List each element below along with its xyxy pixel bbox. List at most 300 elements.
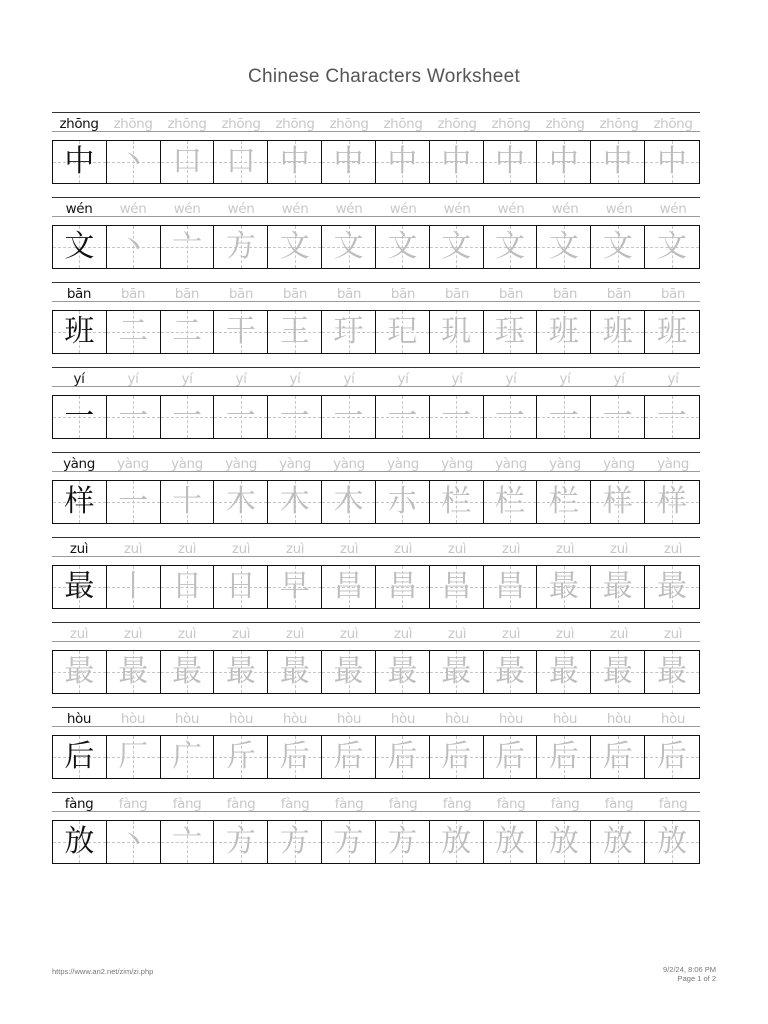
trace-character-cell (214, 481, 268, 523)
trace-character: 一 (118, 484, 149, 519)
pinyin-trace: wén (605, 201, 633, 217)
trace-character-cell (645, 736, 699, 778)
trace-character-cell (268, 736, 322, 778)
trace-character: 丶 (118, 229, 149, 264)
pinyin-trace: yàng (387, 456, 419, 472)
pinyin-model: hòu (66, 711, 92, 727)
pinyin-trace: wén (173, 201, 201, 217)
trace-character: 中 (441, 144, 472, 179)
character-grid (52, 310, 700, 354)
trace-character-cell (107, 481, 161, 523)
trace-character-cell (376, 651, 430, 693)
pinyin-trace: bān (228, 286, 254, 302)
trace-character-cell (430, 396, 484, 438)
trace-character-cell (161, 311, 215, 353)
pinyin-model: fàng (64, 796, 94, 812)
footer-timestamp: 9/2/24, 8:06 PM (663, 965, 716, 974)
practice-row (52, 452, 700, 537)
pinyin-line (52, 282, 700, 308)
trace-character-cell (537, 481, 591, 523)
model-character-cell (53, 481, 107, 523)
trace-character-cell (484, 821, 538, 863)
trace-character-cell (591, 226, 645, 268)
trace-character-cell (107, 736, 161, 778)
trace-character: 中 (333, 144, 364, 179)
pinyin-trace: zuì (501, 626, 521, 642)
pinyin-trace: zuì (555, 626, 575, 642)
trace-character-cell (322, 396, 376, 438)
trace-character-cell (645, 311, 699, 353)
character-grid (52, 735, 700, 779)
pinyin-trace: fàng (496, 796, 526, 812)
trace-character: 最 (172, 654, 203, 689)
pinyin-trace: fàng (550, 796, 580, 812)
model-character-cell (53, 736, 107, 778)
trace-character-cell (161, 736, 215, 778)
trace-character: 日 (172, 569, 203, 604)
trace-character: 一 (548, 399, 579, 434)
trace-character-cell (591, 736, 645, 778)
model-character: 放 (64, 824, 95, 859)
pinyin-trace: wén (497, 201, 525, 217)
trace-character: 最 (602, 569, 633, 604)
pinyin-trace: bān (282, 286, 308, 302)
trace-character: 方 (387, 824, 418, 859)
practice-row (52, 707, 700, 792)
trace-character: 放 (441, 824, 472, 859)
trace-character-cell (322, 821, 376, 863)
trace-character-cell (268, 226, 322, 268)
trace-character: 玑 (441, 314, 472, 349)
pinyin-line (52, 622, 700, 648)
pinyin-trace: bān (336, 286, 362, 302)
page-title: Chinese Characters Worksheet (247, 66, 521, 87)
pinyin-trace: zhōng (167, 116, 207, 132)
pinyin-trace: zuì (231, 626, 251, 642)
model-character-cell (53, 821, 107, 863)
worksheet (52, 112, 700, 877)
pinyin-trace: zhōng (383, 116, 423, 132)
trace-character: 丶 (118, 824, 149, 859)
pinyin-trace: fàng (280, 796, 310, 812)
trace-character: 珏 (495, 314, 526, 349)
pinyin-model: yí (73, 371, 85, 387)
pinyin-trace: hòu (552, 711, 578, 727)
pinyin-trace: yí (451, 371, 463, 387)
pinyin-trace: yàng (603, 456, 635, 472)
trace-character: 方 (279, 824, 310, 859)
trace-character: 斤 (225, 739, 256, 774)
trace-character-cell (322, 141, 376, 183)
pinyin-trace: zuì (555, 541, 575, 557)
trace-character-cell (537, 736, 591, 778)
pinyin-trace: bān (552, 286, 578, 302)
character-grid (52, 480, 700, 524)
trace-character: 木 (225, 484, 256, 519)
practice-row (52, 112, 700, 197)
trace-character-cell (214, 821, 268, 863)
trace-character-cell (645, 141, 699, 183)
trace-character: 一 (441, 399, 472, 434)
pinyin-trace: yàng (333, 456, 365, 472)
trace-character-cell (322, 651, 376, 693)
trace-character-cell (214, 311, 268, 353)
pinyin-trace: zuì (663, 541, 683, 557)
pinyin-trace: zhōng (545, 116, 585, 132)
trace-character: 最 (495, 654, 526, 689)
pinyin-trace: zuì (501, 541, 521, 557)
trace-character: 玘 (387, 314, 418, 349)
trace-character: 丶 (118, 144, 149, 179)
trace-character: 后 (602, 739, 633, 774)
trace-character-cell (537, 141, 591, 183)
trace-character-cell (161, 396, 215, 438)
pinyin-model: zuì (69, 541, 89, 557)
pinyin-trace: wén (281, 201, 309, 217)
pinyin-trace: zhōng (599, 116, 639, 132)
trace-character-cell (214, 566, 268, 608)
trace-character: 栏 (548, 484, 579, 519)
pinyin-line (52, 452, 700, 478)
practice-row (52, 537, 700, 622)
trace-character-cell (107, 651, 161, 693)
trace-character: 文 (495, 229, 526, 264)
trace-character-cell (537, 651, 591, 693)
trace-character: 最 (548, 654, 579, 689)
trace-character-cell (645, 226, 699, 268)
pinyin-trace: bān (660, 286, 686, 302)
trace-character: 口 (172, 144, 203, 179)
pinyin-trace: zuì (663, 626, 683, 642)
pinyin-trace: hòu (228, 711, 254, 727)
trace-character-cell (268, 566, 322, 608)
pinyin-trace: hòu (498, 711, 524, 727)
trace-character: 二 (172, 314, 203, 349)
trace-character-cell (322, 736, 376, 778)
pinyin-trace: zhōng (221, 116, 261, 132)
pinyin-trace: zuì (339, 541, 359, 557)
trace-character: 中 (548, 144, 579, 179)
trace-character: 文 (602, 229, 633, 264)
trace-character: 最 (64, 654, 95, 689)
trace-character: 一 (118, 399, 149, 434)
pinyin-trace: yàng (495, 456, 527, 472)
trace-character-cell (591, 651, 645, 693)
trace-character-cell (484, 141, 538, 183)
pinyin-trace: bān (606, 286, 632, 302)
pinyin-trace: zhōng (437, 116, 477, 132)
pinyin-trace: zuì (285, 626, 305, 642)
trace-character-cell (376, 226, 430, 268)
trace-character: 玗 (333, 314, 364, 349)
trace-character: 样 (657, 484, 688, 519)
trace-character: 后 (333, 739, 364, 774)
trace-character-cell (322, 481, 376, 523)
trace-character-cell (268, 481, 322, 523)
trace-character-cell (268, 311, 322, 353)
pinyin-trace: fàng (388, 796, 418, 812)
pinyin-trace: bān (120, 286, 146, 302)
trace-character-cell (430, 651, 484, 693)
footer-page-number: Page 1 of 2 (677, 974, 716, 983)
trace-character-cell (537, 396, 591, 438)
trace-character-cell (268, 396, 322, 438)
trace-character: 木 (279, 484, 310, 519)
trace-character-cell (645, 396, 699, 438)
pinyin-trace: yí (235, 371, 247, 387)
trace-character: 最 (279, 654, 310, 689)
model-character: 一 (64, 399, 95, 434)
trace-character-cell (376, 396, 430, 438)
pinyin-trace: hòu (444, 711, 470, 727)
trace-character: 班 (548, 314, 579, 349)
trace-character-cell (430, 736, 484, 778)
trace-character: 丨 (118, 569, 149, 604)
pinyin-trace: yàng (117, 456, 149, 472)
model-character: 文 (64, 229, 95, 264)
pinyin-trace: fàng (334, 796, 364, 812)
trace-character-cell (376, 566, 430, 608)
pinyin-trace: yí (289, 371, 301, 387)
pinyin-trace: yàng (225, 456, 257, 472)
trace-character: 一 (279, 399, 310, 434)
footer-url: https://www.an2.net/zim/zi.php (52, 967, 154, 976)
trace-character: 中 (495, 144, 526, 179)
model-character: 后 (64, 739, 95, 774)
trace-character: 后 (657, 739, 688, 774)
model-character: 最 (64, 569, 95, 604)
trace-character: 最 (225, 654, 256, 689)
trace-character-cell (537, 566, 591, 608)
pinyin-trace: wén (443, 201, 471, 217)
pinyin-trace: yí (343, 371, 355, 387)
trace-character-cell (376, 141, 430, 183)
pinyin-model: bān (66, 286, 92, 302)
trace-character: 最 (118, 654, 149, 689)
pinyin-trace: zuì (69, 626, 89, 642)
pinyin-trace: yàng (549, 456, 581, 472)
trace-character: 后 (548, 739, 579, 774)
trace-character: 后 (279, 739, 310, 774)
trace-character: 木 (333, 484, 364, 519)
pinyin-trace: zuì (447, 626, 467, 642)
character-grid (52, 650, 700, 694)
trace-character: 放 (495, 824, 526, 859)
trace-character-cell (107, 821, 161, 863)
trace-character-cell (268, 141, 322, 183)
trace-character: 一 (225, 399, 256, 434)
trace-character-cell (484, 396, 538, 438)
pinyin-line (52, 197, 700, 223)
trace-character-cell (214, 226, 268, 268)
pinyin-trace: hòu (606, 711, 632, 727)
pinyin-trace: zuì (393, 541, 413, 557)
trace-character-cell (645, 821, 699, 863)
trace-character: 中 (602, 144, 633, 179)
trace-character: 栏 (441, 484, 472, 519)
trace-character: 最 (602, 654, 633, 689)
trace-character: 昌 (387, 569, 418, 604)
pinyin-trace: hòu (174, 711, 200, 727)
trace-character-cell (214, 651, 268, 693)
model-character: 中 (64, 144, 95, 179)
trace-character: 文 (657, 229, 688, 264)
trace-character: 后 (387, 739, 418, 774)
trace-character: 亠 (172, 824, 203, 859)
trace-character: 方 (225, 824, 256, 859)
pinyin-trace: zhōng (275, 116, 315, 132)
trace-character-cell (484, 566, 538, 608)
pinyin-trace: zhōng (113, 116, 153, 132)
pinyin-trace: zhōng (491, 116, 531, 132)
trace-character: 厂 (118, 739, 149, 774)
trace-character-cell (645, 481, 699, 523)
pinyin-trace: wén (659, 201, 687, 217)
pinyin-trace: zuì (393, 626, 413, 642)
trace-character-cell (376, 311, 430, 353)
pinyin-trace: bān (444, 286, 470, 302)
trace-character-cell (161, 651, 215, 693)
model-character-cell (53, 226, 107, 268)
trace-character-cell (322, 226, 376, 268)
trace-character: 文 (333, 229, 364, 264)
pinyin-trace: yàng (657, 456, 689, 472)
trace-character-cell (537, 226, 591, 268)
trace-character: 最 (657, 654, 688, 689)
pinyin-trace: hòu (390, 711, 416, 727)
trace-character: 方 (225, 229, 256, 264)
trace-character-cell (214, 736, 268, 778)
trace-character: 日 (225, 569, 256, 604)
pinyin-trace: wén (551, 201, 579, 217)
trace-character-cell (53, 651, 107, 693)
trace-character-cell (107, 396, 161, 438)
trace-character: 二 (118, 314, 149, 349)
trace-character: 方 (333, 824, 364, 859)
model-character-cell (53, 396, 107, 438)
pinyin-trace: zuì (177, 626, 197, 642)
pinyin-trace: fàng (226, 796, 256, 812)
trace-character: 中 (657, 144, 688, 179)
pinyin-trace: zhōng (653, 116, 693, 132)
model-character: 班 (64, 314, 95, 349)
model-character-cell (53, 566, 107, 608)
pinyin-trace: bān (390, 286, 416, 302)
pinyin-trace: hòu (336, 711, 362, 727)
trace-character: 样 (602, 484, 633, 519)
trace-character: 最 (387, 654, 418, 689)
pinyin-trace: fàng (172, 796, 202, 812)
trace-character: 文 (548, 229, 579, 264)
pinyin-trace: hòu (120, 711, 146, 727)
pinyin-trace: hòu (660, 711, 686, 727)
model-character: 样 (64, 484, 95, 519)
pinyin-trace: bān (498, 286, 524, 302)
trace-character: 早 (279, 569, 310, 604)
trace-character-cell (107, 311, 161, 353)
trace-character-cell (591, 566, 645, 608)
pinyin-trace: yí (127, 371, 139, 387)
trace-character-cell (268, 651, 322, 693)
trace-character-cell (484, 226, 538, 268)
trace-character: 放 (657, 824, 688, 859)
trace-character-cell (430, 311, 484, 353)
trace-character: 干 (225, 314, 256, 349)
trace-character-cell (107, 141, 161, 183)
character-grid (52, 565, 700, 609)
trace-character: 一 (333, 399, 364, 434)
pinyin-trace: bān (174, 286, 200, 302)
trace-character-cell (645, 651, 699, 693)
trace-character-cell (430, 821, 484, 863)
pinyin-trace: zuì (231, 541, 251, 557)
trace-character: 放 (548, 824, 579, 859)
trace-character: 朩 (387, 484, 418, 519)
pinyin-trace: yàng (171, 456, 203, 472)
character-grid (52, 820, 700, 864)
trace-character: 中 (279, 144, 310, 179)
pinyin-trace: yí (397, 371, 409, 387)
trace-character: 王 (279, 314, 310, 349)
pinyin-line (52, 792, 700, 818)
pinyin-trace: wén (227, 201, 255, 217)
trace-character-cell (591, 481, 645, 523)
pinyin-trace: fàng (604, 796, 634, 812)
trace-character-cell (591, 396, 645, 438)
pinyin-model: zhōng (59, 116, 99, 132)
trace-character-cell (430, 141, 484, 183)
trace-character-cell (376, 481, 430, 523)
pinyin-trace: fàng (118, 796, 148, 812)
trace-character-cell (484, 736, 538, 778)
trace-character-cell (591, 821, 645, 863)
trace-character-cell (591, 311, 645, 353)
pinyin-trace: wén (119, 201, 147, 217)
pinyin-trace: yí (613, 371, 625, 387)
practice-row (52, 792, 700, 877)
trace-character-cell (161, 566, 215, 608)
trace-character: 昌 (495, 569, 526, 604)
pinyin-trace: hòu (282, 711, 308, 727)
trace-character: 文 (279, 229, 310, 264)
trace-character: 文 (387, 229, 418, 264)
pinyin-line (52, 112, 700, 138)
trace-character-cell (591, 141, 645, 183)
pinyin-model: wén (65, 201, 93, 217)
practice-row (52, 367, 700, 452)
trace-character-cell (268, 821, 322, 863)
trace-character: 班 (602, 314, 633, 349)
trace-character: 一 (172, 399, 203, 434)
pinyin-trace: wén (335, 201, 363, 217)
pinyin-trace: fàng (658, 796, 688, 812)
pinyin-trace: yí (505, 371, 517, 387)
trace-character: 昌 (333, 569, 364, 604)
pinyin-trace: zhōng (329, 116, 369, 132)
trace-character: 亠 (172, 229, 203, 264)
trace-character: 后 (441, 739, 472, 774)
pinyin-trace: zuì (123, 626, 143, 642)
pinyin-trace: wén (389, 201, 417, 217)
trace-character: 班 (657, 314, 688, 349)
trace-character: 最 (333, 654, 364, 689)
practice-row (52, 622, 700, 707)
trace-character: 一 (602, 399, 633, 434)
pinyin-trace: zuì (609, 541, 629, 557)
trace-character: 最 (441, 654, 472, 689)
character-grid (52, 140, 700, 184)
pinyin-trace: fàng (442, 796, 472, 812)
